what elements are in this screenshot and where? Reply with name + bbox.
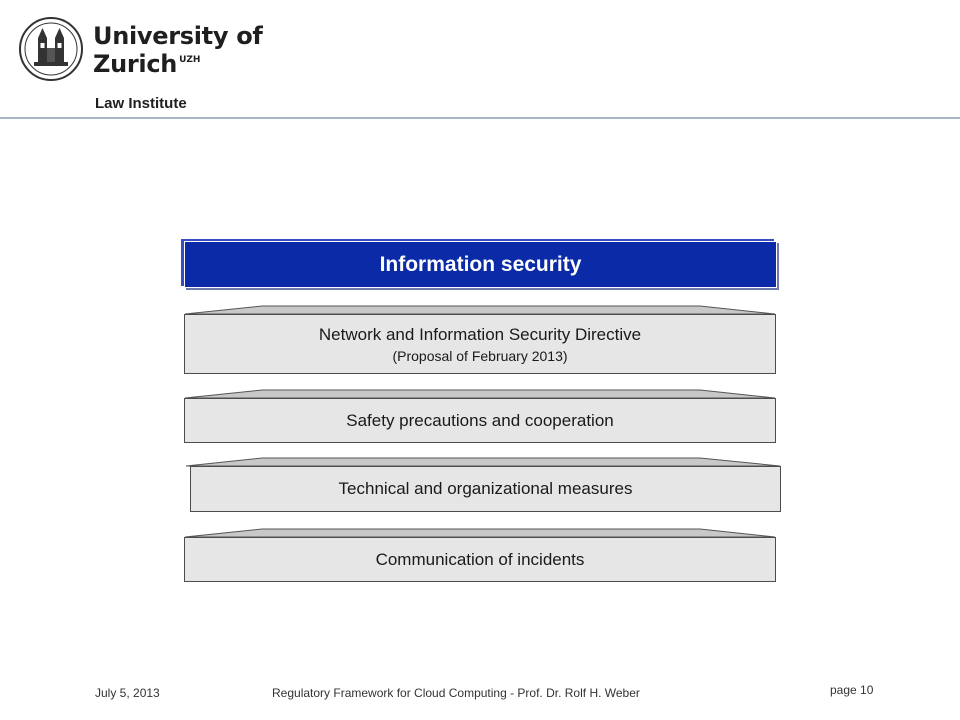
layer-label-2: Safety precautions and cooperation: [346, 411, 614, 430]
institute-name: Law Institute: [95, 95, 187, 112]
diagram-title: Information security: [184, 241, 777, 288]
layer-box-1: [184, 314, 776, 374]
layer-bevel-3: [186, 458, 780, 466]
uzh-superscript: UZH: [179, 55, 201, 65]
layer-box-2: [184, 398, 776, 443]
layer-bevel-2: [185, 390, 775, 398]
layer-label-3: Technical and organizational measures: [338, 479, 633, 498]
layer-bevel-1: [185, 306, 775, 314]
layer-sublabel-1: (Proposal of February 2013): [392, 348, 568, 364]
page-number: page 10: [830, 683, 874, 697]
footer-date: July 5, 2013: [95, 686, 160, 700]
layer-box-3: [190, 466, 781, 512]
layer-label-4: Communication of incidents: [375, 550, 585, 569]
layer-bevel-4: [185, 529, 775, 537]
university-name-line1: University of: [93, 22, 263, 50]
layer-box-4: [184, 537, 776, 582]
university-name-line2: Zurich: [93, 50, 178, 78]
layer-label-1: Network and Information Security Directive: [318, 325, 642, 344]
footer-title: Regulatory Framework for Cloud Computing - Prof. Dr. Rolf H. Weber: [272, 686, 640, 700]
